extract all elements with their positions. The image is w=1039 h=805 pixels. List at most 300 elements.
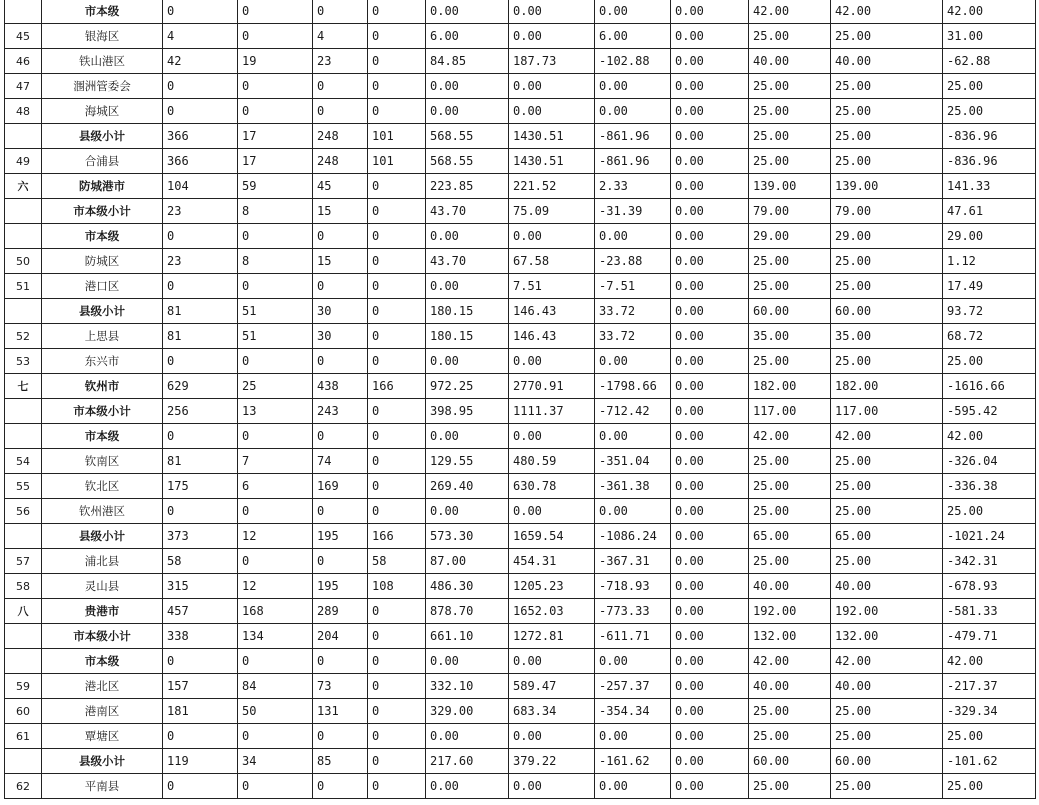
row-name-cell: 港南区 xyxy=(42,699,163,724)
table-row xyxy=(5,474,1036,499)
value-cell: 0.00 xyxy=(426,424,509,449)
value-cell: 40.00 xyxy=(831,674,943,699)
row-name-cell: 港北区 xyxy=(42,674,163,699)
table-row xyxy=(5,299,1036,324)
value-cell: 0.00 xyxy=(426,724,509,749)
value-cell: 878.70 xyxy=(426,599,509,624)
value-cell: -62.88 xyxy=(943,49,1036,74)
table-row xyxy=(5,749,1036,774)
value-cell: 0 xyxy=(313,649,368,674)
value-cell: 60.00 xyxy=(831,299,943,324)
value-cell: 25.00 xyxy=(831,24,943,49)
row-seq-cell: 47 xyxy=(5,74,42,99)
value-cell: -611.71 xyxy=(595,624,671,649)
row-name-cell: 市本级 xyxy=(42,424,163,449)
value-cell: 25.00 xyxy=(831,474,943,499)
row-name-cell: 海城区 xyxy=(42,99,163,124)
row-name-cell: 银海区 xyxy=(42,24,163,49)
row-name-cell: 贵港市 xyxy=(42,599,163,624)
value-cell: 0 xyxy=(238,549,313,574)
value-cell: -361.38 xyxy=(595,474,671,499)
value-cell: 40.00 xyxy=(831,574,943,599)
value-cell: 0.00 xyxy=(509,0,595,24)
value-cell: 0 xyxy=(368,474,426,499)
value-cell: 0 xyxy=(368,199,426,224)
value-cell: 117.00 xyxy=(831,399,943,424)
value-cell: 0.00 xyxy=(509,24,595,49)
row-seq-cell: 58 xyxy=(5,574,42,599)
value-cell: -354.34 xyxy=(595,699,671,724)
value-cell: 0 xyxy=(163,74,238,99)
value-cell: 157 xyxy=(163,674,238,699)
value-cell: 60.00 xyxy=(749,299,831,324)
row-name-cell: 市本级小计 xyxy=(42,624,163,649)
value-cell: 15 xyxy=(313,199,368,224)
value-cell: 0.00 xyxy=(671,674,749,699)
value-cell: 33.72 xyxy=(595,299,671,324)
row-name-cell: 合浦县 xyxy=(42,149,163,174)
value-cell: 29.00 xyxy=(943,224,1036,249)
value-cell: 0 xyxy=(368,499,426,524)
value-cell: 101 xyxy=(368,149,426,174)
value-cell: 0 xyxy=(238,24,313,49)
value-cell: 0.00 xyxy=(426,649,509,674)
row-name-cell: 浦北县 xyxy=(42,549,163,574)
value-cell: 84 xyxy=(238,674,313,699)
value-cell: 0 xyxy=(163,349,238,374)
value-cell: 0.00 xyxy=(671,549,749,574)
value-cell: 1.12 xyxy=(943,249,1036,274)
table-row xyxy=(5,699,1036,724)
value-cell: 0 xyxy=(238,649,313,674)
value-cell: 25.00 xyxy=(749,549,831,574)
value-cell: 25.00 xyxy=(943,99,1036,124)
table-row xyxy=(5,399,1036,424)
value-cell: 0.00 xyxy=(671,749,749,774)
value-cell: 0 xyxy=(313,424,368,449)
value-cell: 248 xyxy=(313,124,368,149)
value-cell: 398.95 xyxy=(426,399,509,424)
value-cell: 73 xyxy=(313,674,368,699)
value-cell: 0.00 xyxy=(671,74,749,99)
row-seq-cell: 六 xyxy=(5,174,42,199)
value-cell: 17 xyxy=(238,149,313,174)
value-cell: 42.00 xyxy=(943,0,1036,24)
value-cell: 0 xyxy=(313,774,368,799)
value-cell: -257.37 xyxy=(595,674,671,699)
table-row xyxy=(5,199,1036,224)
table-row xyxy=(5,149,1036,174)
value-cell: 0.00 xyxy=(671,574,749,599)
value-cell: 25.00 xyxy=(749,349,831,374)
value-cell: 29.00 xyxy=(831,224,943,249)
value-cell: 25.00 xyxy=(749,474,831,499)
value-cell: 573.30 xyxy=(426,524,509,549)
value-cell: 25.00 xyxy=(831,449,943,474)
value-cell: 25.00 xyxy=(749,774,831,799)
value-cell: 25.00 xyxy=(831,549,943,574)
table-row xyxy=(5,74,1036,99)
value-cell: 0 xyxy=(368,724,426,749)
value-cell: 8 xyxy=(238,249,313,274)
row-seq-cell: 46 xyxy=(5,49,42,74)
value-cell: 0.00 xyxy=(671,624,749,649)
row-name-cell: 市本级 xyxy=(42,649,163,674)
value-cell: -678.93 xyxy=(943,574,1036,599)
value-cell: 0.00 xyxy=(595,774,671,799)
value-cell: 166 xyxy=(368,374,426,399)
value-cell: 0.00 xyxy=(595,724,671,749)
value-cell: -161.62 xyxy=(595,749,671,774)
value-cell: 43.70 xyxy=(426,199,509,224)
value-cell: 0.00 xyxy=(595,349,671,374)
value-cell: 1111.37 xyxy=(509,399,595,424)
value-cell: -102.88 xyxy=(595,49,671,74)
value-cell: 25.00 xyxy=(831,99,943,124)
value-cell: 373 xyxy=(163,524,238,549)
value-cell: -479.71 xyxy=(943,624,1036,649)
value-cell: 0 xyxy=(368,274,426,299)
value-cell: 1659.54 xyxy=(509,524,595,549)
value-cell: -1616.66 xyxy=(943,374,1036,399)
value-cell: 0 xyxy=(163,0,238,24)
row-seq-cell: 61 xyxy=(5,724,42,749)
table-row xyxy=(5,99,1036,124)
value-cell: 0.00 xyxy=(671,274,749,299)
value-cell: 29.00 xyxy=(749,224,831,249)
value-cell: 180.15 xyxy=(426,324,509,349)
value-cell: 40.00 xyxy=(749,574,831,599)
value-cell: 0 xyxy=(368,599,426,624)
value-cell: 139.00 xyxy=(831,174,943,199)
value-cell: 182.00 xyxy=(831,374,943,399)
value-cell: 25.00 xyxy=(749,699,831,724)
value-cell: 175 xyxy=(163,474,238,499)
value-cell: 25.00 xyxy=(831,149,943,174)
value-cell: 67.58 xyxy=(509,249,595,274)
value-cell: 379.22 xyxy=(509,749,595,774)
value-cell: 25.00 xyxy=(749,249,831,274)
value-cell: 480.59 xyxy=(509,449,595,474)
value-cell: -342.31 xyxy=(943,549,1036,574)
value-cell: 256 xyxy=(163,399,238,424)
value-cell: 81 xyxy=(163,449,238,474)
value-cell: 0 xyxy=(163,274,238,299)
value-cell: 289 xyxy=(313,599,368,624)
value-cell: 12 xyxy=(238,524,313,549)
value-cell: 23 xyxy=(163,249,238,274)
value-cell: 1430.51 xyxy=(509,149,595,174)
value-cell: 51 xyxy=(238,324,313,349)
value-cell: 568.55 xyxy=(426,124,509,149)
value-cell: 129.55 xyxy=(426,449,509,474)
row-seq-cell xyxy=(5,624,42,649)
table-row xyxy=(5,624,1036,649)
value-cell: 221.52 xyxy=(509,174,595,199)
value-cell: 0.00 xyxy=(595,649,671,674)
value-cell: 192.00 xyxy=(831,599,943,624)
value-cell: 35.00 xyxy=(831,324,943,349)
row-name-cell: 县级小计 xyxy=(42,524,163,549)
value-cell: 438 xyxy=(313,374,368,399)
row-seq-cell: 52 xyxy=(5,324,42,349)
value-cell: 187.73 xyxy=(509,49,595,74)
table-row xyxy=(5,349,1036,374)
value-cell: 58 xyxy=(368,549,426,574)
value-cell: 25.00 xyxy=(831,74,943,99)
value-cell: 47.61 xyxy=(943,199,1036,224)
value-cell: 42.00 xyxy=(749,0,831,24)
value-cell: 79.00 xyxy=(749,199,831,224)
value-cell: 0.00 xyxy=(671,324,749,349)
value-cell: 8 xyxy=(238,199,313,224)
value-cell: 42.00 xyxy=(749,424,831,449)
value-cell: 568.55 xyxy=(426,149,509,174)
value-cell: 104 xyxy=(163,174,238,199)
value-cell: 0.00 xyxy=(671,199,749,224)
value-cell: 42.00 xyxy=(831,0,943,24)
value-cell: 0.00 xyxy=(671,149,749,174)
value-cell: 0.00 xyxy=(426,224,509,249)
value-cell: -326.04 xyxy=(943,449,1036,474)
value-cell: 195 xyxy=(313,524,368,549)
value-cell: 0 xyxy=(163,424,238,449)
table-row xyxy=(5,24,1036,49)
table-row xyxy=(5,499,1036,524)
table-row xyxy=(5,124,1036,149)
value-cell: 25.00 xyxy=(831,349,943,374)
value-cell: 0 xyxy=(238,724,313,749)
value-cell: 0.00 xyxy=(671,499,749,524)
value-cell: 15 xyxy=(313,249,368,274)
table-row xyxy=(5,424,1036,449)
value-cell: 169 xyxy=(313,474,368,499)
row-name-cell: 钦北区 xyxy=(42,474,163,499)
table-row xyxy=(5,0,1036,24)
row-name-cell: 上思县 xyxy=(42,324,163,349)
row-name-cell: 平南县 xyxy=(42,774,163,799)
row-seq-cell xyxy=(5,224,42,249)
row-seq-cell: 57 xyxy=(5,549,42,574)
value-cell: 25.00 xyxy=(943,724,1036,749)
table-row xyxy=(5,724,1036,749)
row-name-cell: 县级小计 xyxy=(42,124,163,149)
row-seq-cell xyxy=(5,299,42,324)
value-cell: 93.72 xyxy=(943,299,1036,324)
allocation-table xyxy=(4,0,1036,799)
row-seq-cell: 59 xyxy=(5,674,42,699)
row-name-cell: 钦州市 xyxy=(42,374,163,399)
value-cell: 0.00 xyxy=(671,299,749,324)
table-row xyxy=(5,649,1036,674)
value-cell: 1272.81 xyxy=(509,624,595,649)
value-cell: 217.60 xyxy=(426,749,509,774)
value-cell: 146.43 xyxy=(509,299,595,324)
value-cell: 0 xyxy=(368,449,426,474)
value-cell: 0.00 xyxy=(671,124,749,149)
value-cell: 166 xyxy=(368,524,426,549)
value-cell: 180.15 xyxy=(426,299,509,324)
value-cell: 25.00 xyxy=(943,774,1036,799)
value-cell: 0 xyxy=(313,349,368,374)
value-cell: 0.00 xyxy=(509,774,595,799)
value-cell: 0 xyxy=(238,99,313,124)
value-cell: 141.33 xyxy=(943,174,1036,199)
row-seq-cell: 50 xyxy=(5,249,42,274)
value-cell: 119 xyxy=(163,749,238,774)
value-cell: 0 xyxy=(368,224,426,249)
value-cell: 60.00 xyxy=(831,749,943,774)
value-cell: 51 xyxy=(238,299,313,324)
value-cell: 40.00 xyxy=(749,674,831,699)
table-body xyxy=(5,0,1036,799)
value-cell: 366 xyxy=(163,149,238,174)
value-cell: 0 xyxy=(313,74,368,99)
value-cell: 12 xyxy=(238,574,313,599)
value-cell: 42.00 xyxy=(831,649,943,674)
value-cell: -1798.66 xyxy=(595,374,671,399)
value-cell: 0 xyxy=(368,99,426,124)
value-cell: 42.00 xyxy=(943,424,1036,449)
value-cell: 0.00 xyxy=(509,349,595,374)
value-cell: 0 xyxy=(163,724,238,749)
row-seq-cell: 48 xyxy=(5,99,42,124)
value-cell: 6.00 xyxy=(595,24,671,49)
value-cell: 45 xyxy=(313,174,368,199)
value-cell: 182.00 xyxy=(749,374,831,399)
row-seq-cell xyxy=(5,524,42,549)
value-cell: 25.00 xyxy=(749,124,831,149)
value-cell: 40.00 xyxy=(749,49,831,74)
value-cell: 192.00 xyxy=(749,599,831,624)
value-cell: 168 xyxy=(238,599,313,624)
value-cell: 0 xyxy=(238,424,313,449)
value-cell: 139.00 xyxy=(749,174,831,199)
value-cell: 0 xyxy=(368,249,426,274)
value-cell: -217.37 xyxy=(943,674,1036,699)
value-cell: 0.00 xyxy=(426,74,509,99)
value-cell: 0 xyxy=(368,699,426,724)
row-name-cell: 涠洲管委会 xyxy=(42,74,163,99)
value-cell: 25.00 xyxy=(831,699,943,724)
row-seq-cell: 53 xyxy=(5,349,42,374)
value-cell: 25.00 xyxy=(831,499,943,524)
value-cell: 0.00 xyxy=(595,499,671,524)
value-cell: 0 xyxy=(313,549,368,574)
value-cell: 0.00 xyxy=(595,0,671,24)
value-cell: 0 xyxy=(368,24,426,49)
value-cell: -712.42 xyxy=(595,399,671,424)
value-cell: 42.00 xyxy=(943,649,1036,674)
table-row xyxy=(5,224,1036,249)
value-cell: 60.00 xyxy=(749,749,831,774)
value-cell: 0.00 xyxy=(426,0,509,24)
value-cell: -1021.24 xyxy=(943,524,1036,549)
value-cell: 0 xyxy=(238,74,313,99)
value-cell: 0 xyxy=(368,424,426,449)
table-row xyxy=(5,174,1036,199)
value-cell: 0.00 xyxy=(509,724,595,749)
value-cell: 243 xyxy=(313,399,368,424)
value-cell: 0 xyxy=(313,499,368,524)
row-seq-cell xyxy=(5,649,42,674)
value-cell: -367.31 xyxy=(595,549,671,574)
value-cell: 0 xyxy=(313,274,368,299)
value-cell: 0 xyxy=(368,624,426,649)
value-cell: 17.49 xyxy=(943,274,1036,299)
value-cell: -718.93 xyxy=(595,574,671,599)
value-cell: 4 xyxy=(163,24,238,49)
row-seq-cell: 七 xyxy=(5,374,42,399)
row-name-cell: 市本级小计 xyxy=(42,399,163,424)
value-cell: 79.00 xyxy=(831,199,943,224)
value-cell: 0 xyxy=(163,499,238,524)
value-cell: 0 xyxy=(368,74,426,99)
table-row xyxy=(5,674,1036,699)
value-cell: 629 xyxy=(163,374,238,399)
row-seq-cell xyxy=(5,199,42,224)
value-cell: 0.00 xyxy=(671,0,749,24)
value-cell: 17 xyxy=(238,124,313,149)
value-cell: 0.00 xyxy=(671,649,749,674)
value-cell: 0 xyxy=(368,399,426,424)
value-cell: 0 xyxy=(313,224,368,249)
value-cell: -336.38 xyxy=(943,474,1036,499)
value-cell: 117.00 xyxy=(749,399,831,424)
value-cell: 0.00 xyxy=(671,449,749,474)
value-cell: -581.33 xyxy=(943,599,1036,624)
value-cell: 0 xyxy=(368,674,426,699)
row-seq-cell: 60 xyxy=(5,699,42,724)
value-cell: 972.25 xyxy=(426,374,509,399)
value-cell: -861.96 xyxy=(595,149,671,174)
value-cell: 0 xyxy=(163,224,238,249)
value-cell: 0 xyxy=(368,299,426,324)
value-cell: 0 xyxy=(368,649,426,674)
value-cell: 25 xyxy=(238,374,313,399)
value-cell: 457 xyxy=(163,599,238,624)
value-cell: 0 xyxy=(368,749,426,774)
value-cell: -23.88 xyxy=(595,249,671,274)
value-cell: 248 xyxy=(313,149,368,174)
value-cell: 0.00 xyxy=(595,99,671,124)
value-cell: 25.00 xyxy=(943,499,1036,524)
value-cell: 2.33 xyxy=(595,174,671,199)
value-cell: 85 xyxy=(313,749,368,774)
value-cell: 0 xyxy=(368,324,426,349)
value-cell: 0.00 xyxy=(509,499,595,524)
table-row xyxy=(5,524,1036,549)
value-cell: 25.00 xyxy=(749,449,831,474)
value-cell: 338 xyxy=(163,624,238,649)
value-cell: 23 xyxy=(313,49,368,74)
row-name-cell: 灵山县 xyxy=(42,574,163,599)
row-seq-cell: 49 xyxy=(5,149,42,174)
value-cell: 0.00 xyxy=(671,699,749,724)
value-cell: -773.33 xyxy=(595,599,671,624)
row-seq-cell xyxy=(5,124,42,149)
value-cell: 34 xyxy=(238,749,313,774)
value-cell: 25.00 xyxy=(831,124,943,149)
table-row xyxy=(5,274,1036,299)
value-cell: 134 xyxy=(238,624,313,649)
row-seq-cell: 56 xyxy=(5,499,42,524)
value-cell: 50 xyxy=(238,699,313,724)
value-cell: 0 xyxy=(313,724,368,749)
value-cell: 0 xyxy=(313,99,368,124)
value-cell: 25.00 xyxy=(749,724,831,749)
value-cell: 195 xyxy=(313,574,368,599)
